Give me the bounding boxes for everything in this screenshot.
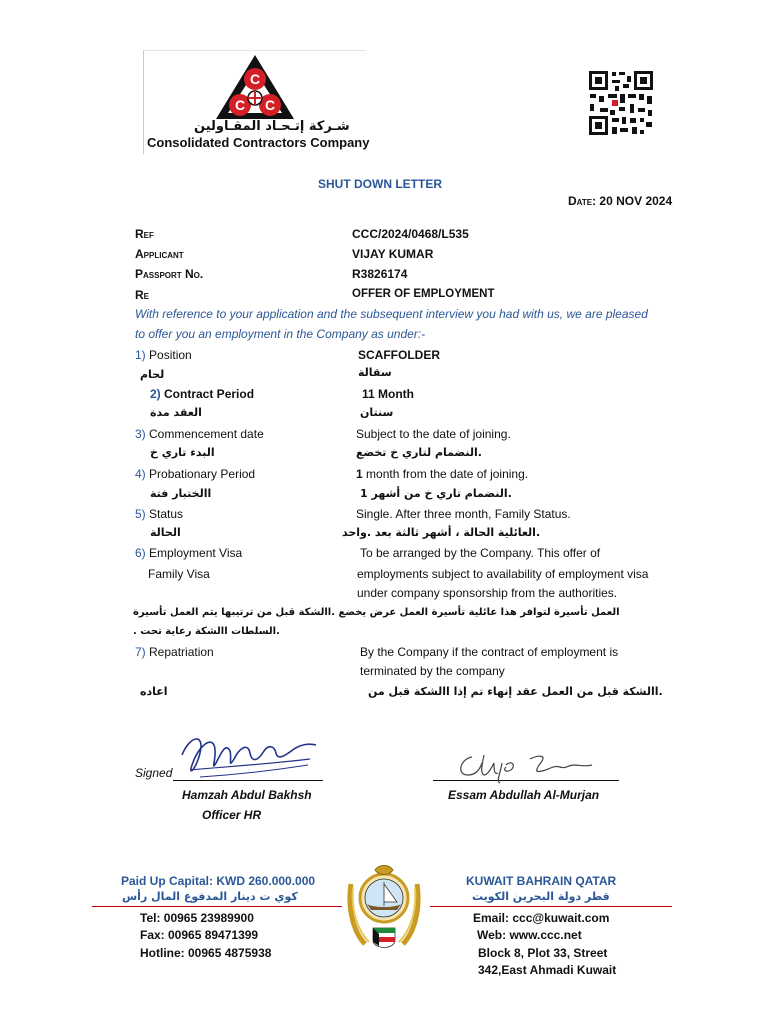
re-value: OFFER OF EMPLOYMENT [352, 288, 495, 300]
contract-value-arabic: سنتان [360, 406, 394, 419]
status-value-arabic: .العائلية الحالة ، أشهر ثالثة بعد .واحد [342, 526, 541, 539]
repatriation-value-line-2: terminated by the company [360, 664, 505, 678]
footer-divider-left [92, 906, 342, 907]
item-number: 1) [135, 348, 146, 362]
position-value: SCAFFOLDER [358, 348, 440, 362]
item-label: Position [149, 348, 192, 362]
item-contract-label [150, 387, 254, 401]
item-label: Employment Visa [149, 546, 243, 560]
company-logo-box [143, 50, 370, 154]
commencement-value: Subject to the date of joining. [356, 427, 511, 441]
signature-left [170, 725, 320, 785]
kuwait-emblem [343, 862, 425, 960]
footer-address-1: Block 8, Plot 33, Street [478, 946, 608, 960]
item-number: 2) [150, 387, 161, 401]
applicant-label: Applicant [135, 247, 184, 261]
visa-value-line-2: employments subject to availability of employment visa [357, 567, 649, 581]
passport-label: Passport No. [135, 267, 204, 281]
footer-email: Email: ccc@kuwait.com [473, 911, 610, 925]
date-label: Date: [568, 194, 597, 208]
paid-up-capital: Paid Up Capital: KWD 260.000.000 [121, 874, 316, 888]
position-label-arabic: لحام [140, 368, 165, 381]
repatriation-value-arabic: .االشكة قبل من العمل عقد إنهاء تم إذا االشكة قبل من [368, 685, 663, 698]
footer-fax: Fax: 00965 89471399 [140, 928, 259, 942]
item-label: Probationary Period [149, 467, 256, 481]
repatriation-value-line-1: By the Company if the contract of employment is [360, 645, 619, 659]
footer-web: Web: www.ccc.net [477, 928, 582, 942]
company-name: Consolidated Contractors Company [147, 135, 370, 150]
footer-hotline: Hotline: 00965 4875938 [140, 946, 272, 960]
item-probation-label [135, 467, 255, 481]
visa-value-line-3: under company sponsorship from the authorities. [357, 586, 618, 600]
item-label: Repatriation [149, 645, 214, 659]
intro-line-2: to offer you an employment in the Company as under:- [135, 327, 426, 341]
company-name-arabic: شـركة إتـحـاد المقـاولين [194, 119, 350, 134]
position-value-arabic: سقالة [358, 366, 392, 379]
commencement-value-arabic: .النضمام لتاري خ تخضع [356, 446, 482, 459]
logo-letter-top: C [249, 71, 261, 87]
repatriation-label-arabic: اعاده [140, 685, 168, 698]
probation-value [356, 467, 528, 481]
intro-line-1: With reference to your application and the subsequent interview you had with us, we are pleased [135, 307, 648, 321]
logo-letter-right: C [264, 97, 276, 113]
item-visa-label [135, 546, 242, 560]
family-visa-label: Family Visa [148, 567, 210, 581]
item-commencement-label [135, 427, 264, 441]
footer-address-2: 342,East Ahmadi Kuwait [478, 963, 617, 977]
item-number: 6) [135, 546, 146, 560]
countries: KUWAIT BAHRAIN QATAR [466, 874, 617, 888]
item-label: Status [149, 507, 184, 521]
item-label: Commencement date [149, 427, 264, 441]
status-value: Single. After three month, Family Status. [356, 507, 571, 521]
letter-title: SHUT DOWN LETTER [318, 177, 442, 191]
probation-value-arabic: .النضمام تاري خ من أشهر 1 [360, 487, 512, 500]
item-position-label [135, 348, 192, 362]
visa-value-arabic-1: العمل تأسيرة لتوافر هذا عائلية تأسيرة العمل عرض يخضع .االشكة قبل من ترتيبها يتم العمل تأسيرة [133, 607, 620, 618]
commencement-label-arabic: البدء تاري خ [150, 446, 215, 459]
status-label-arabic: الحالة [150, 526, 181, 539]
item-label: Contract Period [164, 387, 255, 401]
visa-value-arabic-2: .السلطات االشكة رعاية تحت . [133, 626, 280, 637]
probation-months: 1 [356, 467, 363, 481]
visa-value-line-1: To be arranged by the Company. This offer of [360, 546, 601, 560]
applicant-value: VIJAY KUMAR [352, 247, 434, 261]
item-number: 4) [135, 467, 146, 481]
countries-arabic: قطر دولة البحرين الكويت [472, 890, 610, 903]
item-number: 5) [135, 507, 146, 521]
ref-value: CCC/2024/0468/L535 [352, 227, 469, 241]
passport-value: R3826174 [352, 267, 408, 281]
signature-right [450, 745, 600, 785]
qr-code [588, 70, 654, 136]
letter-date [568, 194, 672, 208]
contract-label-arabic: العقد مدة [150, 406, 202, 419]
item-repatriation-label [135, 645, 214, 659]
probation-text: month from the date of joining. [362, 467, 529, 481]
footer-tel: Tel: 00965 23989900 [140, 911, 254, 925]
left-signatory-title: Officer HR [202, 808, 262, 822]
re-label: Re [135, 288, 150, 302]
ref-label: Ref [135, 227, 154, 241]
signed-label: Signed [135, 766, 173, 780]
logo-letter-left: C [234, 97, 246, 113]
date-value: 20 NOV 2024 [599, 194, 673, 208]
item-status-label [135, 507, 183, 521]
left-signatory-name: Hamzah Abdul Bakhsh [182, 788, 312, 802]
contract-value: 11 Month [362, 387, 415, 401]
footer-divider-right [430, 906, 672, 907]
right-signatory-name: Essam Abdullah Al-Murjan [448, 788, 600, 802]
paid-up-capital-arabic: كوي ت دينار المدفوع المال رأس [122, 890, 298, 903]
probation-label-arabic: االختبار فتة [150, 487, 212, 500]
item-number: 3) [135, 427, 146, 441]
item-number: 7) [135, 645, 146, 659]
